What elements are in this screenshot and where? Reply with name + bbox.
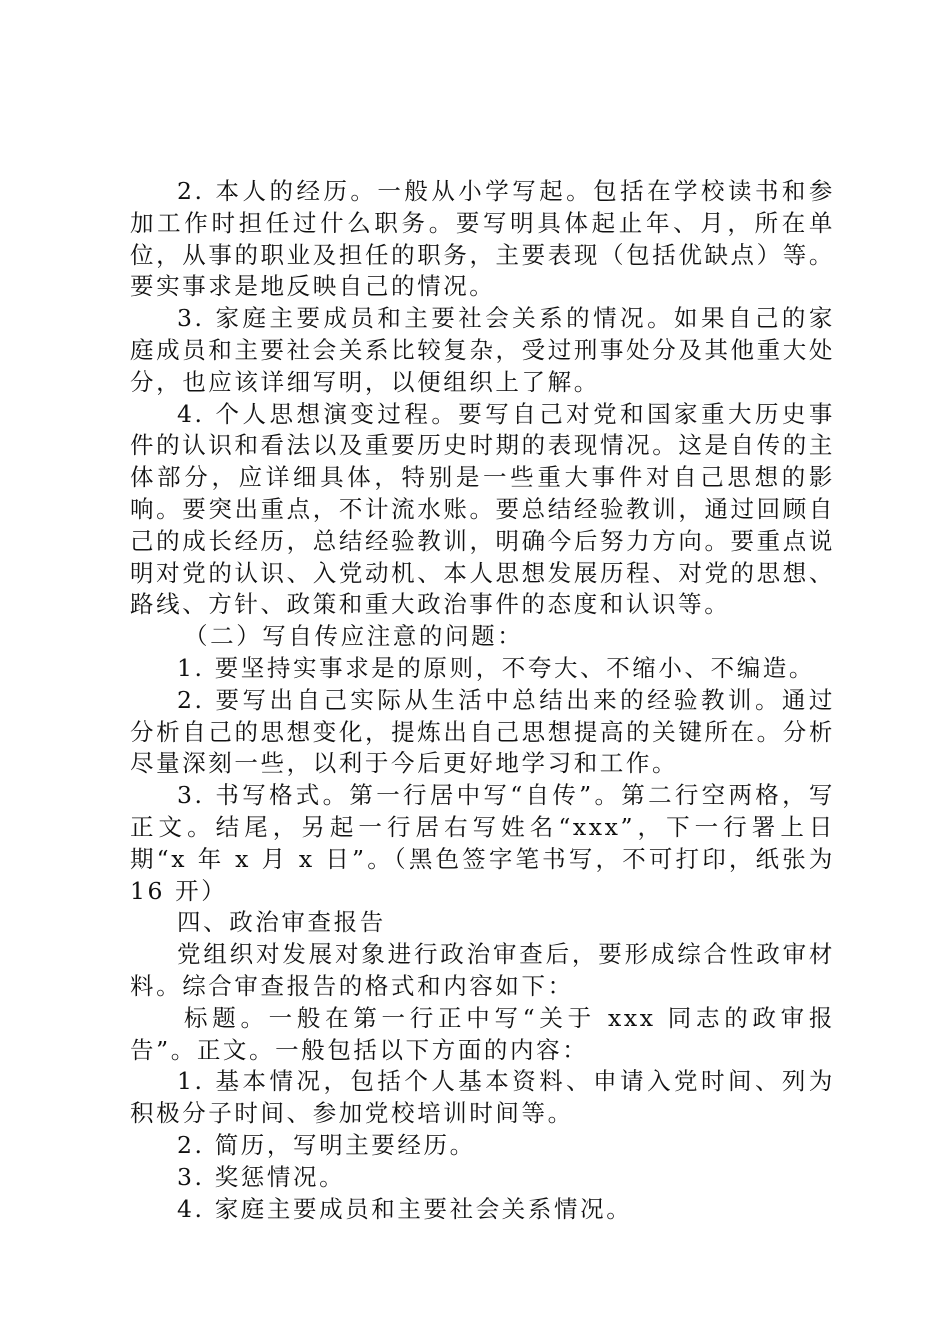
- paragraph-item-rewards: 3. 奖惩情况。: [177, 1162, 346, 1191]
- paragraph-note-format: 3. 书写格式。第一行居中写“自传”。第二行空两格，写正文。结尾，另起一行居右写姓名“xxx”，下一行署上日期“x 年 x 月 x 日”。（黑色签字笔书写，不可打印，纸张为 16 开）: [130, 781, 835, 905]
- paragraph-item-basic-info: 1. 基本情况，包括个人基本资料、申请入党时间、列为积极分子时间、参加党校培训时间等。: [130, 1067, 835, 1128]
- document-body: [130, 176, 835, 1225]
- paragraph-thought-evolution: 4. 个人思想演变过程。要写自己对党和国家重大历史事件的认识和看法以及重要历史时期的表现情况。这是自传的主体部分，应详细具体，特别是一些重大事件对自己思想的影响。要突出重点，不计流水账。要总结经验教训，通过回顾自己的成长经历，总结经验教训，明确今后努力方向。要重点说明对党的认识、入党动机、本人思想发展历程、对党的思想、路线、方针、政策和重大政治事件的态度和认识等。: [130, 399, 835, 619]
- paragraph-personal-history: 2. 本人的经历。一般从小学写起。包括在学校读书和参加工作时担任过什么职务。要写明具体起止年、月，所在单位，从事的职业及担任的职务，主要表现（包括优缺点）等。要实事求是地反映自己的情况。: [130, 177, 835, 301]
- paragraph-report-title: 标题。一般在第一行正中写“关于 xxx 同志的政审报告”。正文。一般包括以下方面的内容：: [130, 1003, 835, 1064]
- paragraph-item-resume: 2. 简历，写明主要经历。: [177, 1130, 476, 1159]
- paragraph-item-family: 4. 家庭主要成员和主要社会关系情况。: [177, 1194, 633, 1223]
- paragraph-note-truthfulness: 1. 要坚持实事求是的原则，不夸大、不缩小、不编造。: [177, 653, 815, 682]
- paragraph-family-relations: 3. 家庭主要成员和主要社会关系的情况。如果自己的家庭成员和主要社会关系比较复杂，受过刑事处分及其他重大处分，也应该详细写明，以便组织上了解。: [130, 304, 835, 396]
- paragraph-review-intro: 党组织对发展对象进行政治审查后，要形成综合性政审材料。综合审查报告的格式和内容如下：: [130, 940, 835, 1000]
- section-heading-autobiography-notes: （二）写自传应注意的问题：: [184, 622, 524, 651]
- section-heading-political-review: 四、政治审查报告: [177, 908, 386, 937]
- paragraph-note-lessons: 2. 要写出自己实际从生活中总结出来的经验教训。通过分析自己的思想变化，提炼出自己思想提高的关键所在。分析尽量深刻一些，以利于今后更好地学习和工作。: [130, 685, 835, 778]
